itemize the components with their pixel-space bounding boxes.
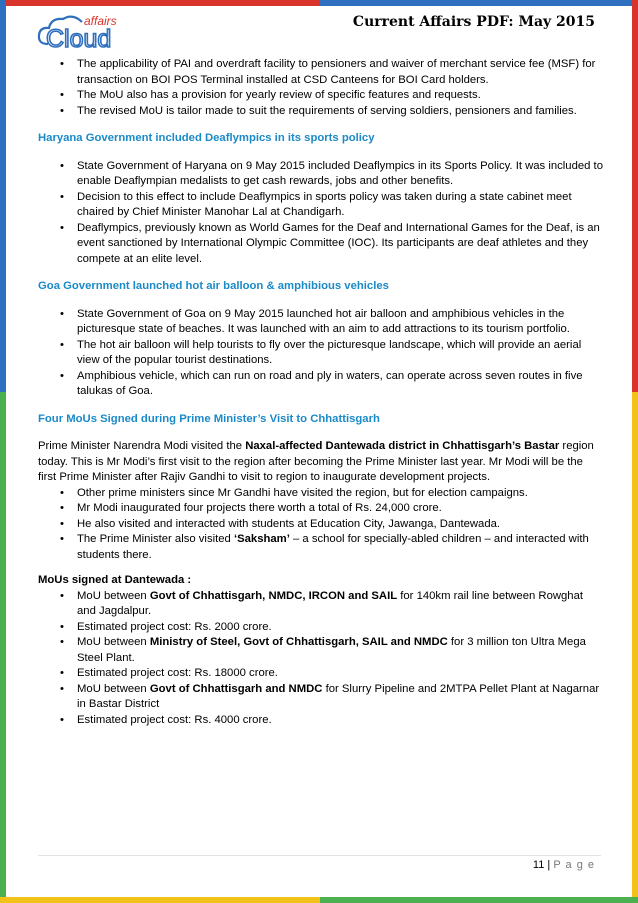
page-label: P a g e — [553, 859, 595, 871]
affairs-cloud-logo — [36, 10, 154, 50]
list-item — [38, 682, 603, 713]
text-span: MoU between — [77, 589, 150, 602]
bold-text: ‘Saksham’ — [233, 533, 290, 545]
text-span: for Slurry Pipeline and 2MTPA Pellet Plant at Nagarnar in Bastar District — [77, 682, 600, 710]
list-item: • Amphibious vehicle, which can run on road and ply in waters, can operate across seven routes in five talukas of Goa. — [38, 369, 603, 400]
list-item: • Deaflympics, previously known as World Games for the Deaf and International Games for the Deaf, is an event sanctioned by International Olympic Committee (IOC). Its participants are deaf athletes and they compete at an elite level. — [38, 221, 603, 268]
top-bullet-list — [38, 57, 603, 119]
text-span: for 3 million ton Ultra Mega Steel Plant. — [77, 636, 586, 664]
list-item: • Estimated project cost: Rs. 18000 crore. — [38, 666, 603, 682]
text-span: MoU between — [77, 682, 150, 695]
text-span: – a school for specially-abled children – and interacted with students there. — [77, 533, 589, 561]
bold-text: Govt of Chhattisgarh and NMDC — [149, 682, 323, 695]
chhattisgarh-bullet-list — [38, 486, 603, 564]
list-item: • Other prime ministers since Mr Gandhi have visited the region, but for election campaigns. — [38, 486, 603, 502]
list-item — [38, 635, 603, 666]
border-left-blue — [0, 0, 6, 392]
list-item: • Estimated project cost: Rs. 4000 crore. — [38, 713, 603, 729]
border-top-red — [0, 0, 320, 6]
header-title: Current Affairs PDF: May 2015 — [352, 14, 595, 30]
text-span: for 140km rail line between Rowghat and Jagdalpur. — [77, 589, 583, 617]
section-heading-goa: Goa Government launched hot air balloon & amphibious vehicles — [38, 280, 389, 292]
mous-heading — [38, 573, 603, 589]
section-heading-haryana: Haryana Government included Deaflympics in its sports policy — [38, 132, 375, 144]
text-span: region today. This is Mr Modi’s first visit to the region after becoming the Prime Minister last year. Mr Modi will be the first Prime Minister after Rajiv Gandhi to visit to region to inaugurate development projects. — [38, 440, 594, 483]
chhattisgarh-paragraph — [38, 439, 603, 486]
list-item: • The applicability of PAI and overdraft facility to pensioners and waiver of merchant service fee (MSF) for transaction on BOI POS Terminal installed at CSD Canteens for BOI Card holders. — [38, 57, 603, 88]
footer-separator: | — [547, 859, 551, 871]
text-span: The Prime Minister also visited — [77, 533, 234, 545]
page-number: 11 — [532, 859, 545, 871]
border-top-blue — [320, 0, 638, 6]
border-right-red — [632, 0, 638, 392]
border-bottom-green — [320, 897, 638, 903]
border-bottom-yellow — [0, 897, 320, 903]
goa-bullet-list — [38, 307, 603, 400]
text-span: Prime Minister Narendra Modi visited the — [38, 440, 246, 452]
list-item: • Estimated project cost: Rs. 2000 crore. — [38, 620, 603, 636]
bold-text: MoUs signed at Dantewada : — [38, 574, 192, 586]
list-item: • State Government of Haryana on 9 May 2015 included Deaflympics in its Sports Policy. It was included to enable Deaflympian medalists to get cash rewards, jobs and other benefits. — [38, 159, 603, 190]
logo-big-text: Cloud — [46, 25, 112, 50]
list-item: • The MoU also has a provision for yearly review of specific features and requests. — [38, 88, 603, 104]
list-item: • State Government of Goa on 9 May 2015 launched hot air balloon and amphibious vehicles in the picturesque state of beaches. It was launched with an aim to add attractions to its tourism portfolio. — [38, 307, 603, 338]
logo-small-text: affairs — [84, 14, 117, 28]
bold-text: Naxal-affected Dantewada district in Chhattisgarh’s Bastar — [245, 440, 560, 452]
haryana-bullet-list — [38, 159, 603, 268]
list-item: • The revised MoU is tailor made to suit the requirements of serving soldiers, pensioners and families. — [38, 104, 603, 120]
list-item: • The hot air balloon will help tourists to fly over the picturesque landscape, which will provide an aerial view of the popular tourist destinations. — [38, 338, 603, 369]
list-item: • Mr Modi inaugurated four projects there worth a total of Rs. 24,000 crore. — [38, 501, 603, 517]
page-footer — [533, 859, 595, 871]
bold-text: Ministry of Steel, Govt of Chhattisgarh, SAIL and NMDC — [149, 636, 448, 648]
page-content — [38, 57, 603, 728]
border-right-yellow — [632, 392, 638, 903]
footer-divider — [38, 855, 601, 856]
list-item — [38, 589, 603, 620]
list-item: • Decision to this effect to include Deaflympics in sports policy was taken during a state cabinet meet chaired by Chief Minister Manohar Lal at Chandigarh. — [38, 190, 603, 221]
mous-bullet-list — [38, 589, 603, 729]
list-item: • He also visited and interacted with students at Education City, Jawanga, Dantewada. — [38, 517, 603, 533]
border-left-green — [0, 392, 6, 903]
list-item — [38, 532, 603, 563]
text-span: MoU between — [77, 636, 150, 648]
section-heading-chhattisgarh: Four MoUs Signed during Prime Minister’s Visit to Chhattisgarh — [38, 412, 380, 425]
bold-text: Govt of Chhattisgarh, NMDC, IRCON and SAIL — [149, 589, 398, 602]
